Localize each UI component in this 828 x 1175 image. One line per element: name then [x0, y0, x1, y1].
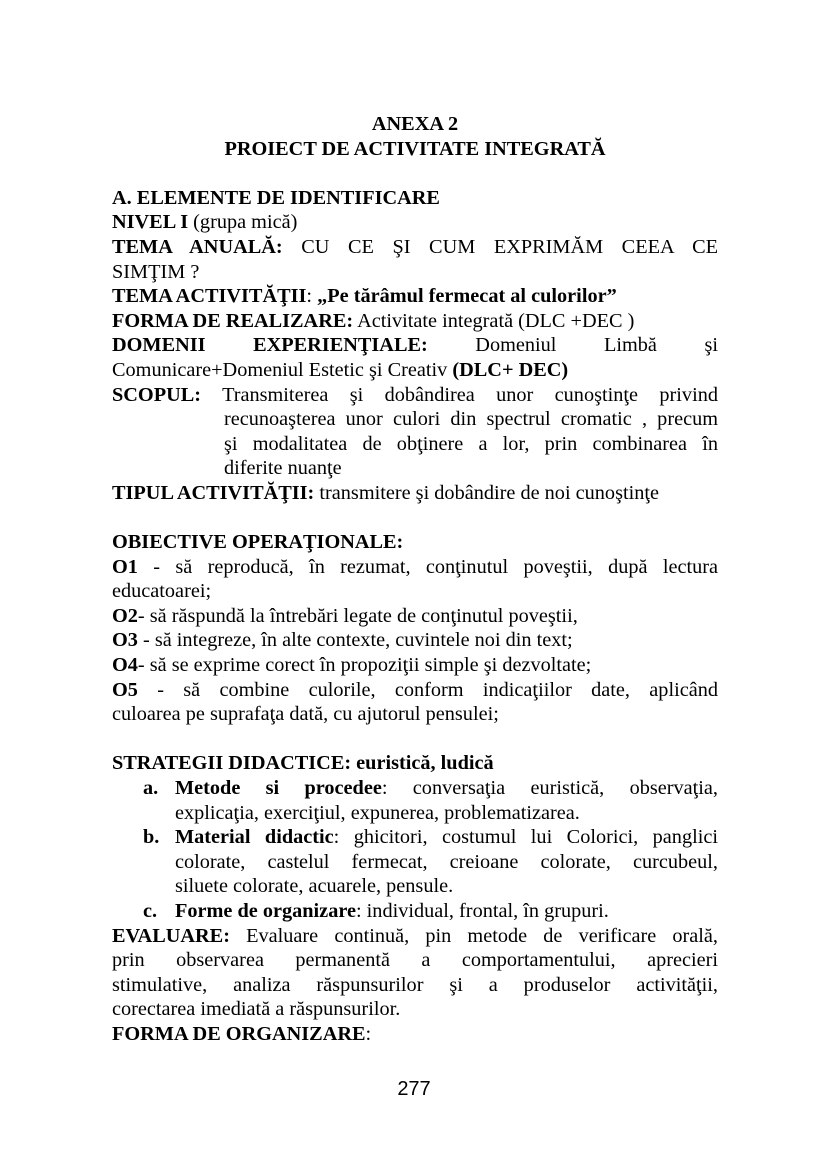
forma-organizare-row: FORMA DE ORGANIZARE:	[112, 1022, 372, 1045]
list-item: b. Material didactic: ghicitori, costumul lui Colorici, panglici colorate, castelul fermecat, creioane colorate, curcubeul, siluete colorate, acuarele, pensule.	[143, 826, 718, 898]
objective-o5-cont: culoarea pe suprafaţa dată, cu ajutorul pensulei;	[112, 703, 499, 726]
scopul-row: SCOPUL: Transmiterea şi dobândirea unor cunoştinţe privind	[112, 383, 718, 406]
document-title: PROIECT DE ACTIVITATE INTEGRATĂ	[224, 137, 606, 160]
evaluation-line: corectarea imediată a răspunsurilor.	[112, 998, 401, 1021]
objective-o1: O1 - să reproducă, în rezumat, conţinutul poveştii, după lectura	[112, 555, 719, 578]
tema-anuala-cont: SIMŢIM ?	[112, 260, 200, 283]
list-marker: c.	[143, 900, 158, 922]
list-marker: a.	[143, 777, 159, 800]
forma-realizare-row: FORMA DE REALIZARE: Activitate integrată (DLC +DEC )	[112, 309, 635, 332]
tipul-row: TIPUL ACTIVITĂŢII: transmitere şi dobândire de noi cunoştinţe	[112, 481, 660, 504]
objective-o5: O5 - să combine culorile, conform indicaţiilor date, aplicând	[112, 678, 718, 701]
scopul-line: şi modalitatea de obţinere a lor, prin combinarea în	[224, 432, 718, 455]
objective-o2: O2- să răspundă la întrebări legate de conţinutul poveştii,	[112, 604, 578, 627]
list-marker: b.	[143, 826, 160, 849]
evaluation-line: stimulative, analiza răspunsurilor şi a produselor activităţii,	[112, 973, 718, 996]
scopul-line: diferite nuanţe	[224, 457, 342, 480]
evaluation-row: EVALUARE: Evaluare continuă, pin metode de verificare orală,	[112, 924, 718, 947]
list-item: c. Forme de organizare: individual, frontal, în grupuri.	[143, 900, 609, 922]
objective-o4: O4- să se exprime corect în propoziţii simple şi dezvoltate;	[112, 654, 592, 677]
tema-anuala-row: TEMA ANUALĂ: CU CE ŞI CUM EXPRIMĂM CEEA CE	[112, 235, 718, 258]
domenii-row: DOMENII EXPERIENŢIALE: Domeniul Limbă şi	[112, 334, 718, 357]
scopul-line: recunoaşterea unor culori din spectrul cromatic , precum	[224, 408, 718, 431]
objectives-heading: OBIECTIVE OPERAŢIONALE:	[112, 531, 404, 554]
page-number: 277	[397, 1078, 431, 1100]
strategies-heading: STRATEGII DIDACTICE: euristică, ludică	[112, 752, 494, 775]
domenii-cont: Comunicare+Domeniul Estetic şi Creativ (DLC+ DEC)	[112, 358, 569, 381]
list-item: a. Metode si procedee: conversaţia euristică, observaţia, explicaţia, exerciţiul, expunerea, problematizarea.	[143, 777, 718, 824]
document-page	[112, 112, 718, 1047]
nivel-row: NIVEL I (grupa mică)	[112, 211, 298, 234]
tema-activitatii-row: TEMA ACTIVITĂŢII: „Pe tărâmul fermecat al culorilor”	[112, 285, 617, 308]
evaluation-line: prin observarea permanentă a comportamentului, aprecieri	[112, 949, 718, 972]
objective-o3: O3 - să integreze, în alte contexte, cuvintele noi din text;	[112, 629, 573, 652]
section-heading: A. ELEMENTE DE IDENTIFICARE	[112, 186, 440, 209]
annex-label: ANEXA 2	[371, 113, 459, 135]
objective-o1-cont: educatoarei;	[112, 580, 212, 603]
